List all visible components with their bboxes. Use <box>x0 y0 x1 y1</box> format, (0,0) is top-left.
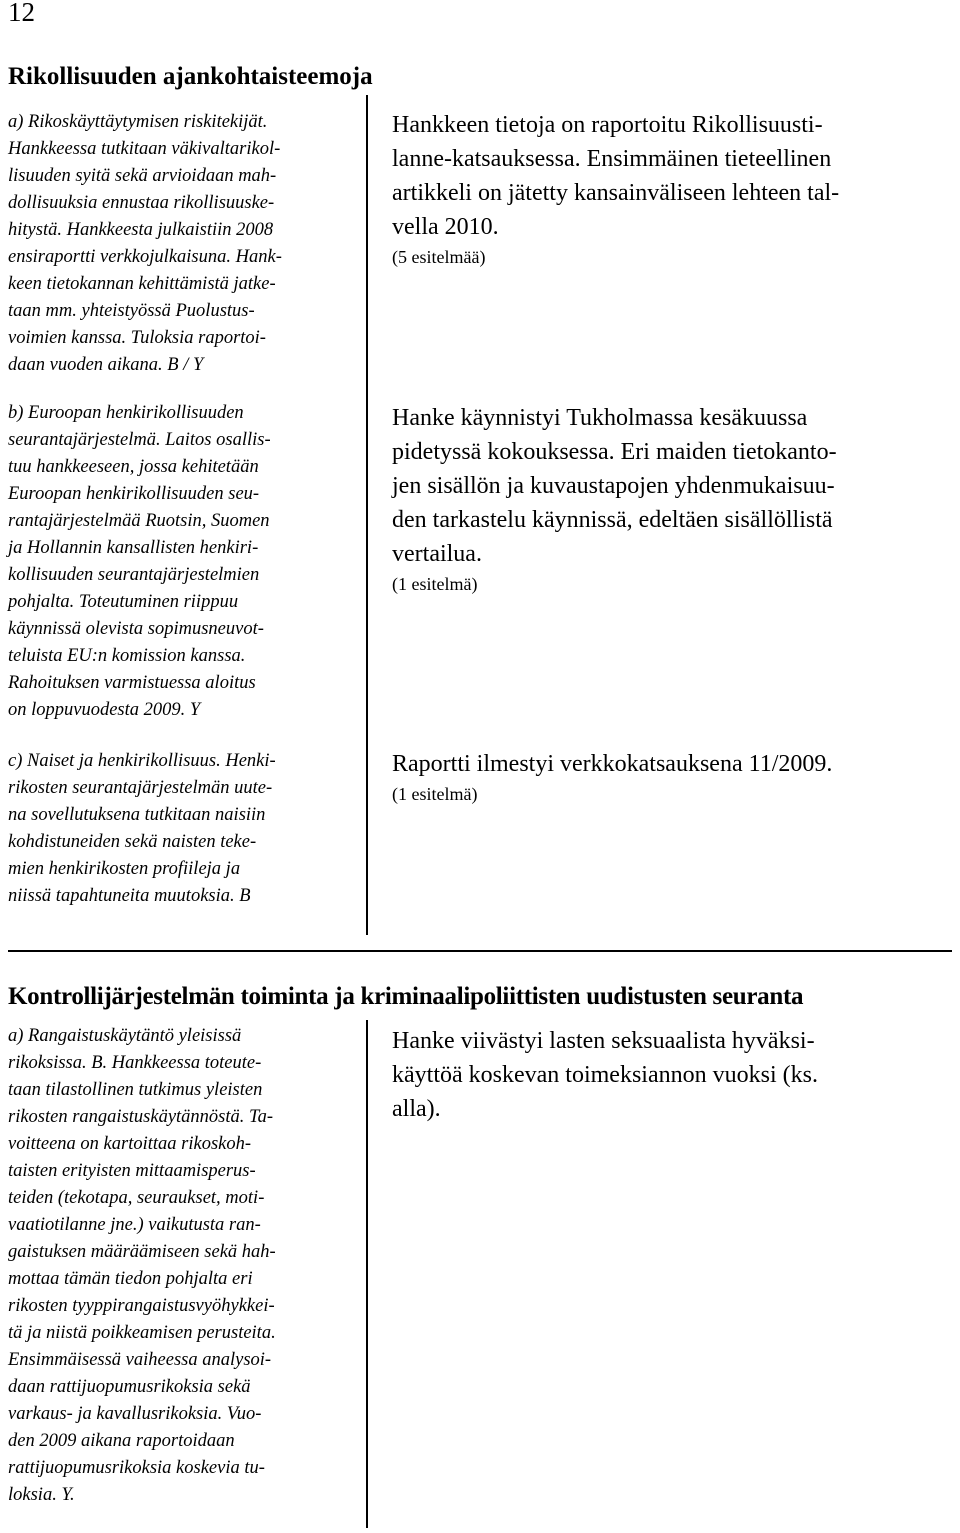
text-line: pohjalta. Toteutuminen riippuu <box>8 592 239 612</box>
text-line: käynnissä olevista sopimusneuvot- <box>8 619 264 639</box>
text-line: kollisuuden seurantajärjestelmien <box>8 565 260 585</box>
text-line: b) Euroopan henkirikollisuuden <box>8 403 244 423</box>
text-line: rattijuopumusrikoksia koskevia tu- <box>8 1458 265 1478</box>
text-line: vertailua. <box>392 541 482 567</box>
text-line: den tarkastelu käynnissä, edeltäen sisällöllistä <box>392 507 833 533</box>
text-line: Ensimmäisessä vaiheessa analysoi- <box>8 1350 272 1370</box>
text-line: Hankkeen tietoja on raportoitu Rikollisuusti- <box>392 112 823 138</box>
text-line: Hanke viivästyi lasten seksuaalista hyväksi- <box>392 1028 815 1054</box>
text-line: Euroopan henkirikollisuuden seu- <box>8 484 260 504</box>
item-status <box>392 108 839 270</box>
item-status <box>392 1024 818 1126</box>
text-line: den 2009 aikana raportoidaan <box>8 1431 235 1451</box>
text-line: rantajärjestelmää Ruotsin, Suomen <box>8 511 270 531</box>
text-line: käyttöä koskevan toimeksiannon vuoksi (ks. <box>392 1062 818 1088</box>
presentation-count: (5 esitelmää) <box>392 247 486 267</box>
section-heading: Kontrollijärjestelmän toiminta ja kriminaalipoliittisten uudistusten seuranta <box>8 983 804 1010</box>
text-line: rikosten tyyppirangaistusvyöhykkei- <box>8 1296 275 1316</box>
text-line: varkaus- ja kavallusrikoksia. Vuo- <box>8 1404 262 1424</box>
item-description <box>8 109 336 379</box>
text-line: rikoksissa. B. Hankkeessa toteute- <box>8 1053 262 1073</box>
text-line: on loppuvuodesta 2009. Y <box>8 700 201 720</box>
column-divider <box>366 95 368 935</box>
text-line: lanne-katsauksessa. Ensimmäinen tieteellinen <box>392 146 832 172</box>
text-line: Hankkeessa tutkitaan väkivaltarikol- <box>8 139 281 159</box>
item-status <box>392 747 832 807</box>
page-number: 12 <box>8 0 35 27</box>
text-line: gaistuksen määräämiseen sekä hah- <box>8 1242 276 1262</box>
text-line: teluista EU:n komission kanssa. <box>8 646 246 666</box>
text-line: voitteena on kartoittaa rikoskoh- <box>8 1134 252 1154</box>
text-line: dollisuuksia ennustaa rikollisuuske- <box>8 193 275 213</box>
text-line: pidetyssä kokouksessa. Eri maiden tietokanto- <box>392 439 837 465</box>
text-line: mien henkirikosten profiileja ja <box>8 859 241 879</box>
text-line: teiden (tekotapa, seuraukset, moti- <box>8 1188 265 1208</box>
text-line: rikosten rangaistuskäytännöstä. Ta- <box>8 1107 274 1127</box>
text-line: taan mm. yhteistyössä Puolustus- <box>8 301 255 321</box>
column-divider <box>366 1020 368 1528</box>
item-status <box>392 401 837 597</box>
text-line: ensiraportti verkkojulkaisuna. Hank- <box>8 247 282 267</box>
text-line: tä ja niistä poikkeamisen perusteita. <box>8 1323 276 1343</box>
text-line: ja Hollannin kansallisten henkiri- <box>8 538 259 558</box>
text-line: lisuuden syitä sekä arvioidaan mah- <box>8 166 277 186</box>
text-line: kohdistuneiden sekä naisten teke- <box>8 832 257 852</box>
section-heading: Rikollisuuden ajankohtaisteemoja <box>8 63 373 90</box>
text-line: voimien kanssa. Tuloksia raportoi- <box>8 328 266 348</box>
text-line: daan rattijuopumusrikoksia sekä <box>8 1377 251 1397</box>
text-line: niissä tapahtuneita muutoksia. B <box>8 886 251 906</box>
text-line: c) Naiset ja henkirikollisuus. Henki- <box>8 751 276 771</box>
text-line: alla). <box>392 1096 441 1122</box>
text-line: hitystä. Hankkeesta julkaistiin 2008 <box>8 220 274 240</box>
text-line: tuu hankkeeseen, jossa kehitetään <box>8 457 259 477</box>
text-line: taan tilastollinen tutkimus yleisten <box>8 1080 263 1100</box>
text-line: Raportti ilmestyi verkkokatsauksena 11/2009. <box>392 751 833 777</box>
presentation-count: (1 esitelmä) <box>392 784 478 804</box>
text-line: rikosten seurantajärjestelmän uute- <box>8 778 273 798</box>
text-line: Rahoituksen varmistuessa aloitus <box>8 673 256 693</box>
text-line: a) Rangaistuskäytäntö yleisissä <box>8 1026 242 1046</box>
text-line: keen tietokannan kehittämistä jatke- <box>8 274 276 294</box>
text-line: jen sisällön ja kuvaustapojen yhdenmukaisuu- <box>392 473 835 499</box>
section-divider <box>8 950 952 952</box>
item-description <box>8 1023 336 1509</box>
text-line: loksia. Y. <box>8 1485 75 1505</box>
text-line: a) Rikoskäyttäytymisen riskitekijät. <box>8 112 268 132</box>
text-line: artikkeli on jätetty kansainväliseen lehteen tal- <box>392 180 840 206</box>
text-line: mottaa tämän tiedon pohjalta eri <box>8 1269 253 1289</box>
item-description <box>8 400 336 724</box>
text-line: Hanke käynnistyi Tukholmassa kesäkuussa <box>392 405 808 431</box>
text-line: vaatiotilanne jne.) vaikutusta ran- <box>8 1215 261 1235</box>
text-line: daan vuoden aikana. B / Y <box>8 355 204 375</box>
item-description <box>8 748 336 910</box>
text-line: vella 2010. <box>392 214 499 240</box>
text-line: seurantajärjestelmä. Laitos osallis- <box>8 430 271 450</box>
presentation-count: (1 esitelmä) <box>392 574 478 594</box>
text-line: na sovellutuksena tutkitaan naisiin <box>8 805 266 825</box>
text-line: taisten erityisten mittaamisperus- <box>8 1161 256 1181</box>
